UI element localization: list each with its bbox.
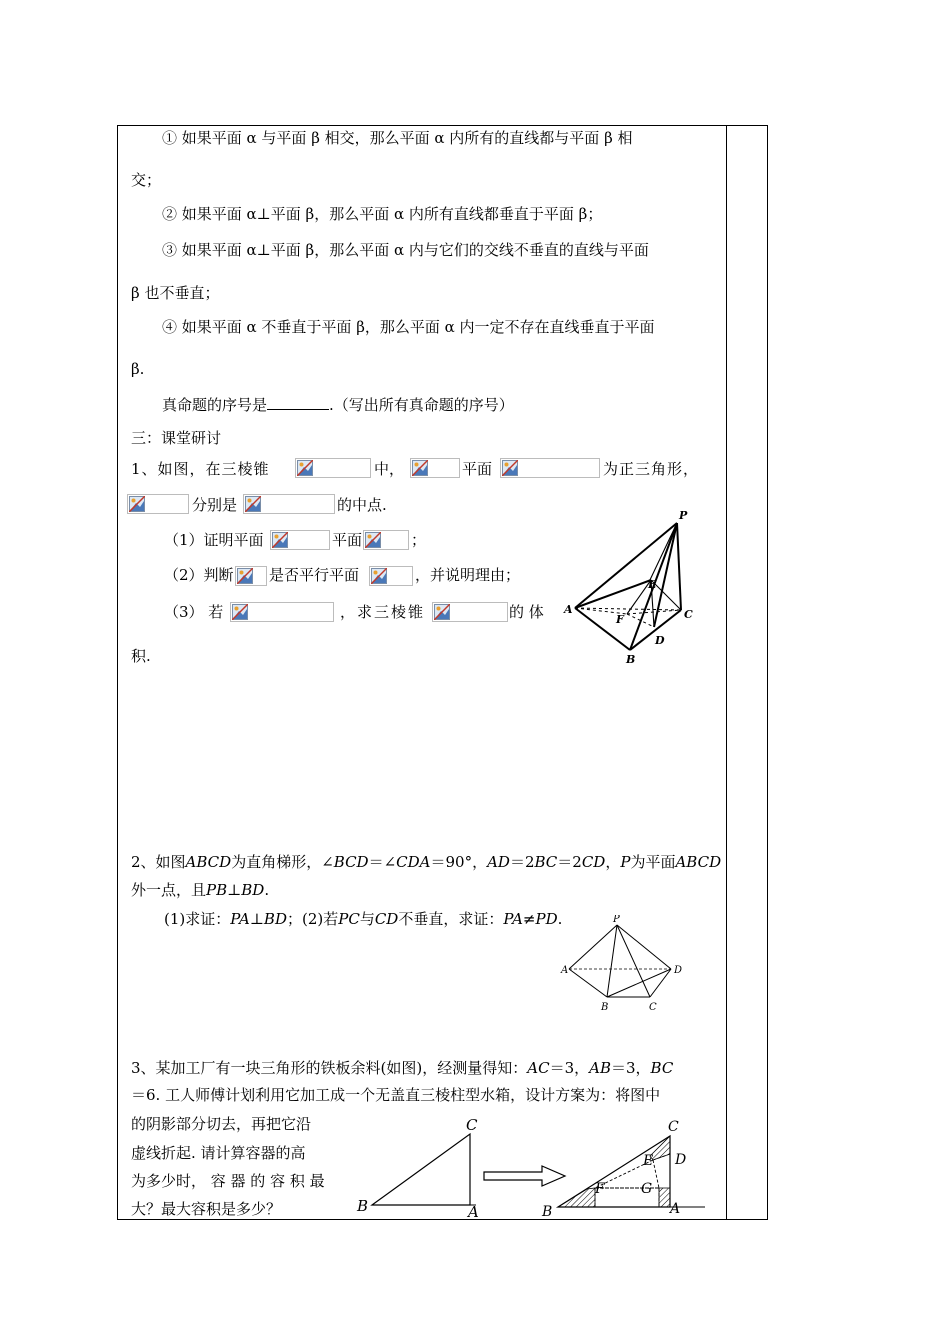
q1-part3-b: ，求三棱锥	[340, 603, 426, 621]
statement-3-line-1: ③ 如果平面 α⊥平面 β，那么平面 α 内与它们的交线不垂直的直线与平面	[162, 241, 649, 259]
q2-line-2	[131, 880, 269, 900]
statement-1-line-2: 交；	[131, 171, 162, 189]
broken-image-icon	[502, 460, 518, 476]
q3-line-5: 为多少时， 容 器 的 容 积 最	[131, 1172, 325, 1190]
q1-part2-c: ，并说明理由；	[415, 566, 521, 584]
formula-image-placeholder	[500, 458, 600, 478]
triangle-figure	[352, 1112, 492, 1220]
q2-line-1	[131, 852, 721, 872]
q1-text-2: 中，	[374, 460, 405, 478]
q1-text-3: 平面	[462, 460, 493, 478]
broken-image-icon	[272, 532, 288, 548]
formula-image-placeholder	[127, 494, 189, 514]
q3-line-1	[131, 1058, 673, 1078]
q2-math: P	[620, 853, 631, 871]
label-B: B	[542, 1204, 553, 1220]
pyramid-figure	[555, 505, 705, 670]
q2-math: PC	[338, 910, 360, 928]
q2-text: ＝2	[509, 853, 535, 871]
q2-text: .	[264, 881, 270, 899]
label-D: D	[675, 1152, 687, 1168]
q2-text: 不垂直，求证：	[398, 910, 504, 928]
formula-image-placeholder	[363, 530, 409, 550]
statement-4-line-1: ④ 如果平面 α 不垂直于平面 β，那么平面 α 内一定不存在直线垂直于平面	[162, 318, 655, 336]
broken-image-icon	[297, 460, 313, 476]
q1-text-5: 分别是	[192, 496, 238, 514]
q2-math: BC	[534, 853, 558, 871]
label-A: A	[468, 1203, 479, 1220]
broken-image-icon	[129, 496, 145, 512]
q2-text: ＝90°，	[430, 853, 488, 871]
label-F: F	[595, 1181, 605, 1197]
q2-text: 与	[359, 910, 375, 928]
q2-text: ＝∠	[368, 853, 397, 871]
q1-text-4: 为正三角形，	[603, 460, 700, 478]
q2-text: 2、如图	[131, 853, 186, 871]
q2-math: ABCD	[675, 853, 722, 871]
q2-text: ，	[605, 853, 621, 871]
q2-math: ABCD	[185, 853, 232, 871]
label-P: P	[613, 915, 620, 925]
label-D: D	[655, 634, 665, 647]
label-F: F	[616, 613, 624, 626]
formula-image-placeholder	[295, 458, 371, 478]
q2-math: CDA	[396, 853, 431, 871]
formula-image-placeholder	[270, 530, 330, 550]
statement-4-line-2: β.	[131, 360, 145, 378]
broken-image-icon	[371, 568, 387, 584]
q2-text: ⊥	[227, 881, 242, 899]
q1-text-1: 1、如图，在三棱锥	[131, 460, 270, 478]
q3-line-3: 的阴影部分切去，再把它沿	[131, 1115, 312, 1133]
q2-math: PA	[230, 910, 250, 928]
formula-image-placeholder	[243, 494, 335, 514]
formula-image-placeholder	[230, 602, 334, 622]
statement-1-line-1: ① 如果平面 α 与平面 β 相交，那么平面 α 内所有的直线都与平面 β 相	[162, 129, 633, 147]
q2-math: BCD	[333, 853, 369, 871]
q2-text: 为平面	[630, 853, 676, 871]
answer-prefix: 真命题的序号是	[162, 396, 268, 414]
formula-image-placeholder	[235, 566, 267, 586]
label-A: A	[564, 603, 573, 616]
q3-line-2: ＝6. 工人师傅计划利用它加工成一个无盖直三棱柱型水箱，设计方案为：将图中	[131, 1086, 661, 1104]
q1-part3-d: 积.	[131, 647, 151, 665]
label-C: C	[649, 1002, 657, 1013]
q2-text: (1)求证：	[164, 910, 231, 928]
trapezoid-pyramid-figure	[555, 915, 695, 1015]
q1-part2-a: （2）判断	[164, 566, 234, 584]
broken-image-icon	[365, 532, 381, 548]
q1-text-6: 的中点.	[337, 496, 387, 514]
answer-prompt	[162, 395, 514, 415]
label-D: D	[674, 965, 683, 976]
label-B: B	[626, 653, 636, 666]
q2-math: BD	[263, 910, 287, 928]
broken-image-icon	[434, 604, 450, 620]
q3-line-6: 大？最大容积是多少？	[131, 1200, 282, 1218]
q2-text: 为直角梯形，∠	[231, 853, 334, 871]
q1-part1-b: 平面	[332, 531, 363, 549]
q3-math: AC	[527, 1059, 550, 1077]
label-C: C	[466, 1116, 478, 1134]
statement-3-line-2: β 也不垂直；	[131, 284, 220, 302]
q1-part2-b: 是否平行平面	[269, 566, 360, 584]
broken-image-icon	[412, 460, 428, 476]
q3-text: ＝3，	[549, 1059, 590, 1077]
q2-math: PA	[503, 910, 523, 928]
q1-part3-c: 的 体	[509, 603, 544, 621]
answer-blank[interactable]	[267, 395, 329, 410]
answer-suffix: .（写出所有真命题的序号）	[329, 396, 514, 414]
q2-math: CD	[374, 910, 399, 928]
formula-image-placeholder	[410, 458, 460, 478]
q2-text: 外一点，且	[131, 881, 207, 899]
q3-line-4: 虚线折起. 请计算容器的高	[131, 1144, 306, 1162]
q2-text: .	[557, 910, 563, 928]
label-C: C	[668, 1119, 679, 1135]
q2-text: ＝2	[557, 853, 582, 871]
label-B: B	[601, 1002, 609, 1013]
label-C: C	[684, 608, 693, 621]
label-E: E	[648, 578, 657, 591]
q1-part3-a: （3） 若	[164, 603, 224, 621]
broken-image-icon	[245, 496, 261, 512]
q1-part1-c: ；	[411, 531, 427, 549]
formula-image-placeholder	[369, 566, 413, 586]
formula-image-placeholder	[432, 602, 508, 622]
table-column-divider	[726, 125, 727, 1220]
q2-math: PD	[535, 910, 558, 928]
q3-text: ＝3，	[610, 1059, 651, 1077]
q2-math: CD	[581, 853, 606, 871]
statement-2: ② 如果平面 α⊥平面 β，那么平面 α 内所有直线都垂直于平面 β；	[162, 205, 603, 223]
broken-image-icon	[237, 568, 253, 584]
q1-part1-a: （1）证明平面	[164, 531, 264, 549]
q3-text: 3、某加工厂有一块三角形的铁板余料(如图)，经测量得知：	[131, 1059, 528, 1077]
q2-math: BD	[241, 881, 265, 899]
q2-math: PB	[206, 881, 228, 899]
q2-text: ≠	[522, 910, 536, 928]
label-E: E	[643, 1153, 654, 1169]
label-A: A	[561, 965, 569, 976]
label-B: B	[357, 1197, 369, 1215]
q2-text: ；(2)若	[286, 910, 339, 928]
label-G: G	[641, 1181, 653, 1197]
label-P: P	[679, 509, 688, 522]
broken-image-icon	[232, 604, 248, 620]
q2-math: AD	[487, 853, 510, 871]
q2-line-3	[164, 909, 562, 929]
label-A: A	[670, 1201, 681, 1217]
water-tank-net-figure	[535, 1112, 705, 1220]
q3-math: AB	[589, 1059, 611, 1077]
q2-text: ⊥	[249, 910, 264, 928]
q3-math: BC	[650, 1059, 674, 1077]
section-3-title: 三：课堂研讨	[131, 429, 222, 447]
